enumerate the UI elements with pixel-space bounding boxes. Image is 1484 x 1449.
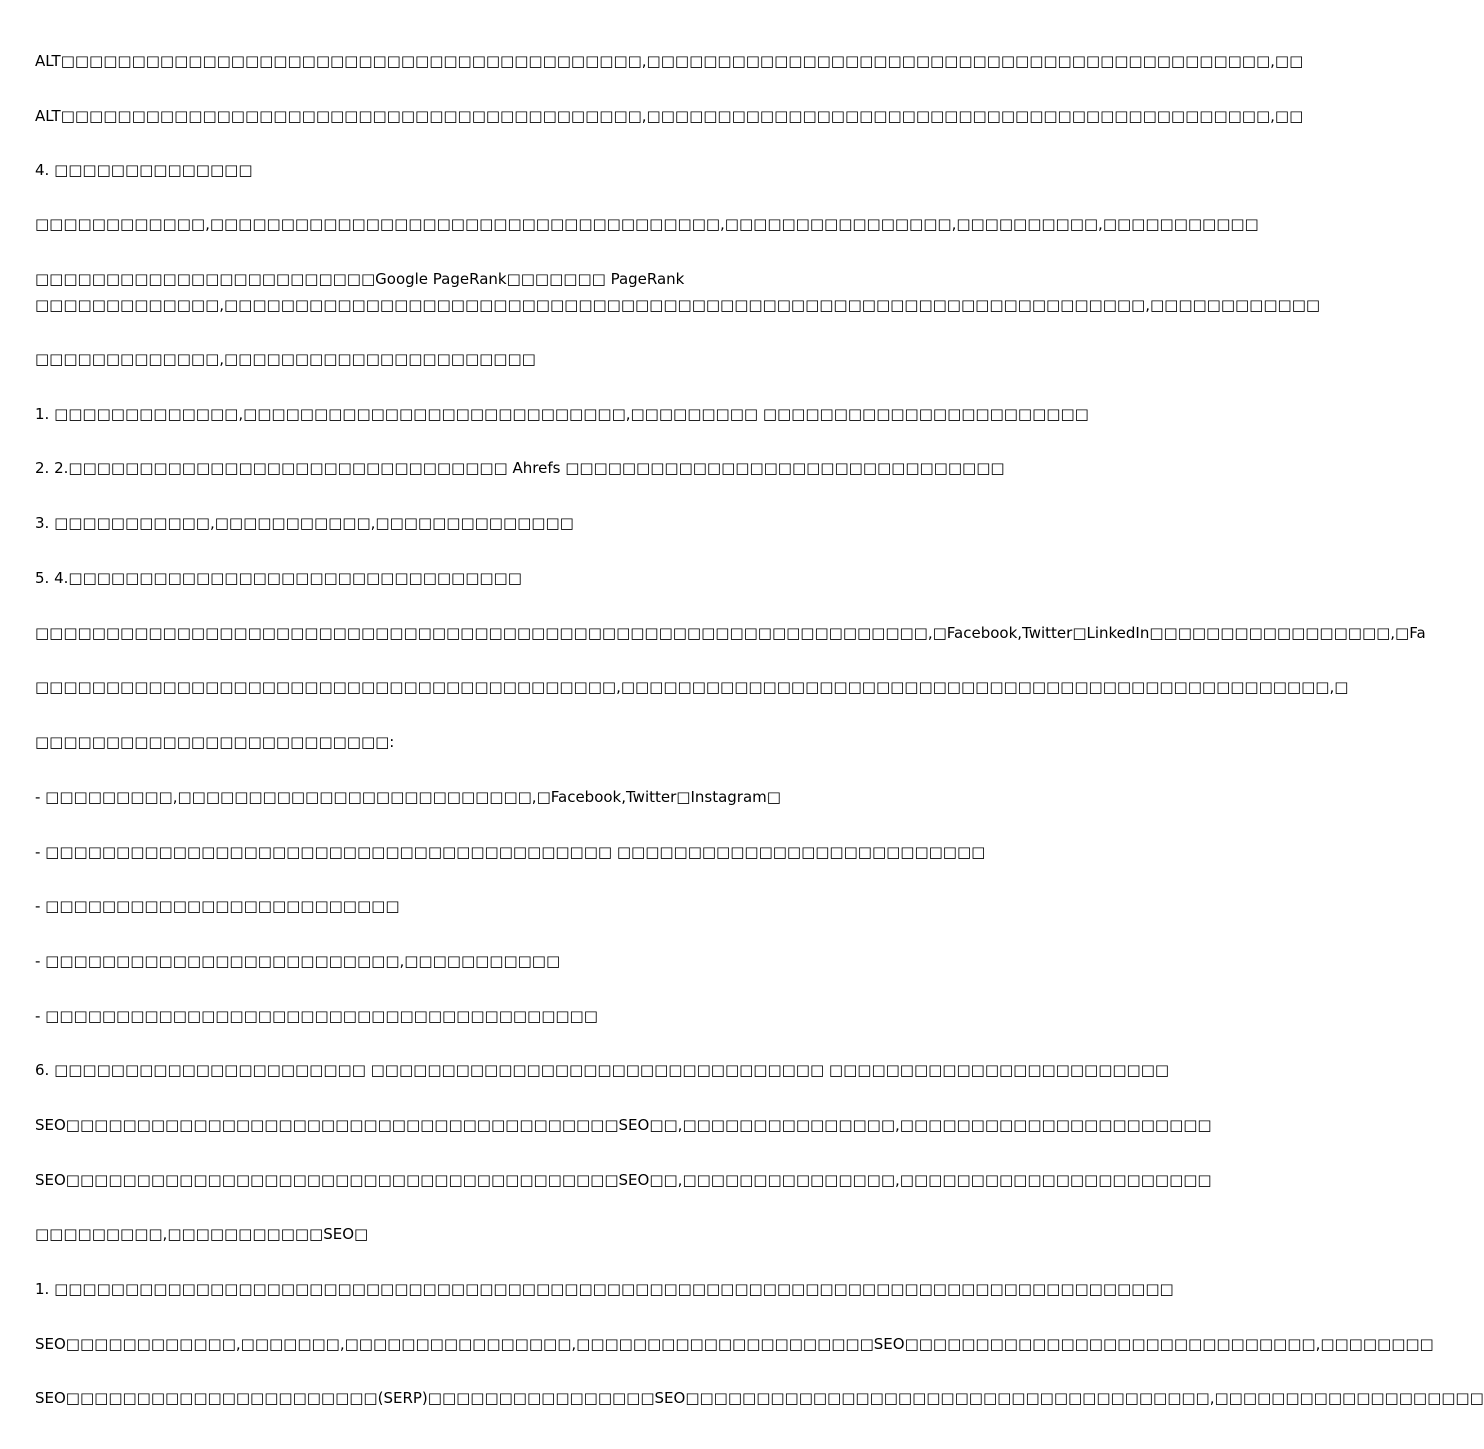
list-item: 1. □□□□□□□□□□□□□,□□□□□□□□□□□□□□□□□□□□□□□□□□□,□□□□□□□□□ □□□□□□□□□□□□□□□□□□□□□□□ <box>35 405 1089 423</box>
paragraph-line: SEO□□□□□□□□□□□□□□□□□□□□□□□□□□□□□□□□□□□□□□□SEO□□,□□□□□□□□□□□□□□□,□□□□□□□□□□□□□□□□□□□□□□ <box>35 1171 1212 1189</box>
paragraph-line: SEO□□□□□□□□□□□□□□□□□□□□□□□□□□□□□□□□□□□□□□□SEO□□,□□□□□□□□□□□□□□□,□□□□□□□□□□□□□□□□□□□□□□ <box>35 1116 1212 1134</box>
list-item: - □□□□□□□□□□□□□□□□□□□□□□□□□ <box>35 897 400 915</box>
paragraph-line: □□□□□□□□□□□□,□□□□□□□□□□□□□□□□□□□□□□□□□□□□□□□□□□□□,□□□□□□□□□□□□□□□□,□□□□□□□□□□,□□□□□□□□□□□ <box>35 215 1259 233</box>
paragraph-line: □□□□□□□□□□□□□□□□□□□□□□□□□□□□□□□□□□□□□□□□□,□□□□□□□□□□□□□□□□□□□□□□□□□□□□□□□□□□□□□□□□□□□□□□□□□□,□ <box>35 678 1349 696</box>
section-heading: 5. 4.□□□□□□□□□□□□□□□□□□□□□□□□□□□□□□□□ <box>35 569 522 587</box>
document-body <box>35 0 1484 1449</box>
paragraph-line: □□□□□□□□□□□□□□□□□□□□□□□□Google PageRank□□□□□□□ PageRank <box>35 270 685 288</box>
paragraph-line: ALT□□□□□□□□□□□□□□□□□□□□□□□□□□□□□□□□□□□□□□□□□,□□□□□□□□□□□□□□□□□□□□□□□□□□□□□□□□□□□□□□□□□□□□,□□ <box>35 52 1304 70</box>
paragraph-line: ALT□□□□□□□□□□□□□□□□□□□□□□□□□□□□□□□□□□□□□□□□□,□□□□□□□□□□□□□□□□□□□□□□□□□□□□□□□□□□□□□□□□□□□□,□□ <box>35 107 1304 125</box>
paragraph-line: □□□□□□□□□□□□□□□□□□□□□□□□□: <box>35 733 395 751</box>
list-item: - □□□□□□□□□□□□□□□□□□□□□□□□□□□□□□□□□□□□□□□□ □□□□□□□□□□□□□□□□□□□□□□□□□□ <box>35 843 986 861</box>
section-heading: 4. □□□□□□□□□□□□□□ <box>35 161 253 179</box>
paragraph-line: □□□□□□□□□,□□□□□□□□□□□SEO□ <box>35 1225 369 1243</box>
paragraph-line: SEO□□□□□□□□□□□□,□□□□□□□,□□□□□□□□□□□□□□□□,□□□□□□□□□□□□□□□□□□□□□SEO□□□□□□□□□□□□□□□□□□□□□□□□□□□□□,□□□□□□□□ <box>35 1335 1434 1353</box>
list-item: 3. □□□□□□□□□□□,□□□□□□□□□□□,□□□□□□□□□□□□□□ <box>35 514 574 532</box>
paragraph-line: □□□□□□□□□□□□□□□□□□□□□□□□□□□□□□□□□□□□□□□□□□□□□□□□□□□□□□□□□□□□□□□,□Facebook,Twitter□LinkedIn□□□□□□□□□□□□□□□□□,□Fa <box>35 624 1426 642</box>
list-item: 2. 2.□□□□□□□□□□□□□□□□□□□□□□□□□□□□□□□ Ahrefs □□□□□□□□□□□□□□□□□□□□□□□□□□□□□□□ <box>35 459 1005 477</box>
paragraph-line: □□□□□□□□□□□□□,□□□□□□□□□□□□□□□□□□□□□□□□□□□□□□□□□□□□□□□□□□□□□□□□□□□□□□□□□□□□□□□□□,□□□□□□□□□□□□ <box>35 296 1321 314</box>
list-item: 1. □□□□□□□□□□□□□□□□□□□□□□□□□□□□□□□□□□□□□□□□□□□□□□□□□□□□□□□□□□□□□□□□□□□□□□□□□□□□□□□ <box>35 1280 1174 1298</box>
list-item: - □□□□□□□□□□□□□□□□□□□□□□□□□,□□□□□□□□□□□ <box>35 952 561 970</box>
list-item: - □□□□□□□□□□□□□□□□□□□□□□□□□□□□□□□□□□□□□□□ <box>35 1007 598 1025</box>
list-item: - □□□□□□□□□,□□□□□□□□□□□□□□□□□□□□□□□□□,□Facebook,Twitter□Instagram□ <box>35 788 781 806</box>
paragraph-line: SEO□□□□□□□□□□□□□□□□□□□□□□(SERP)□□□□□□□□□□□□□□□□SEO□□□□□□□□□□□□□□□□□□□□□□□□□□□□□□□□□□□□□,□□□□□□□□□□□□□□□□□□□ <box>35 1389 1484 1407</box>
section-heading: 6. □□□□□□□□□□□□□□□□□□□□□□ □□□□□□□□□□□□□□□□□□□□□□□□□□□□□□□□ □□□□□□□□□□□□□□□□□□□□□□□□ <box>35 1061 1170 1079</box>
paragraph-line: □□□□□□□□□□□□□,□□□□□□□□□□□□□□□□□□□□□□ <box>35 350 536 368</box>
